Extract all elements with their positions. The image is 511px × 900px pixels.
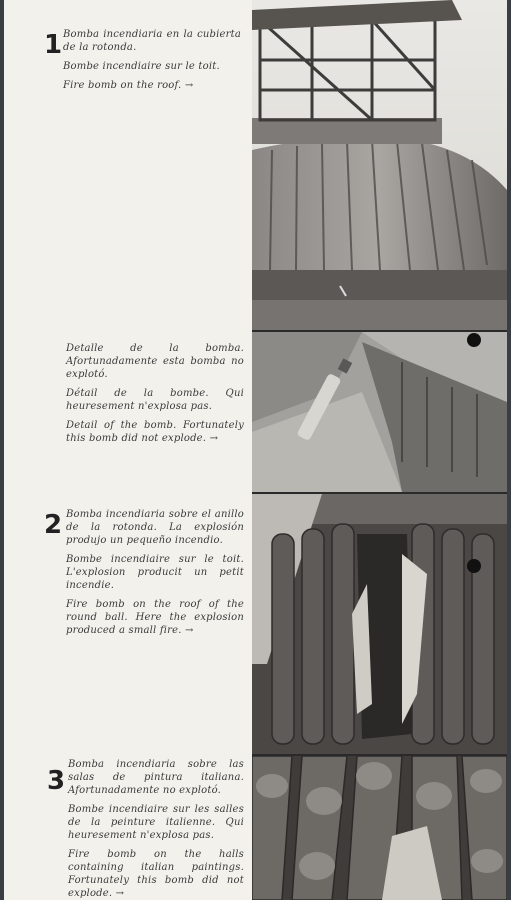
caption-en: Detail of the bomb. Fortunately this bomb did not explode. → bbox=[66, 420, 244, 444]
entry-number-1: 1 bbox=[44, 30, 63, 60]
caption-es: Detalle de la bomba. Afortunadamente esta bomba no explotó. bbox=[66, 343, 244, 380]
arrow-icon: → bbox=[185, 625, 194, 636]
caption-fr: Détail de la bombe. Qui heuresement n'explosa pas. bbox=[66, 388, 244, 412]
caption-fr: Bombe incendiaire sur le toit. bbox=[63, 61, 220, 72]
binder-hole bbox=[467, 559, 481, 573]
caption-es: Bomba incendiaria en la cubierta de la rotonda. bbox=[63, 29, 241, 53]
caption-es: Bomba incendiaria sobre el anillo de la rotonda. La explosión produjo un pequeño incendio. bbox=[66, 509, 244, 546]
caption-en: Fire bomb on the roof of the round ball. Here the explosion produced a small fire. → bbox=[66, 599, 244, 636]
caption-column bbox=[4, 0, 252, 900]
caption-en: Fire bomb on the halls containing italian paintings. Fortunately this bomb did not explode. → bbox=[68, 849, 244, 899]
arrow-icon: → bbox=[115, 888, 125, 899]
caption-entry-3 bbox=[68, 758, 244, 900]
painting-halls-roof-photo bbox=[252, 756, 507, 900]
caption-entry-1 bbox=[63, 28, 241, 98]
document-page bbox=[4, 0, 507, 900]
arrow-icon: → bbox=[184, 80, 194, 91]
entry-number-3: 3 bbox=[47, 766, 66, 796]
caption-en: Fire bomb on the roof. → bbox=[63, 80, 194, 91]
tile-ring-photo bbox=[252, 494, 507, 754]
caption-fr: Bombe incendiaire sur le toit. L'explosion producit un petit incendie. bbox=[66, 554, 244, 591]
bomb-detail-photo bbox=[252, 332, 507, 492]
caption-entry-detail bbox=[66, 342, 244, 451]
caption-entry-2 bbox=[66, 508, 244, 643]
arrow-icon: → bbox=[209, 433, 219, 444]
photo-column bbox=[252, 0, 507, 900]
rotunda-roof-photo bbox=[252, 0, 507, 330]
caption-es: Bomba incendiaria sobre las salas de pintura italiana. Afortunadamente no explotó. bbox=[68, 759, 244, 796]
entry-number-2: 2 bbox=[44, 510, 63, 540]
binder-hole bbox=[467, 333, 481, 347]
caption-fr: Bombe incendiaire sur les salles de la peinture italienne. Qui heuresement n'explosa pas. bbox=[68, 804, 244, 841]
